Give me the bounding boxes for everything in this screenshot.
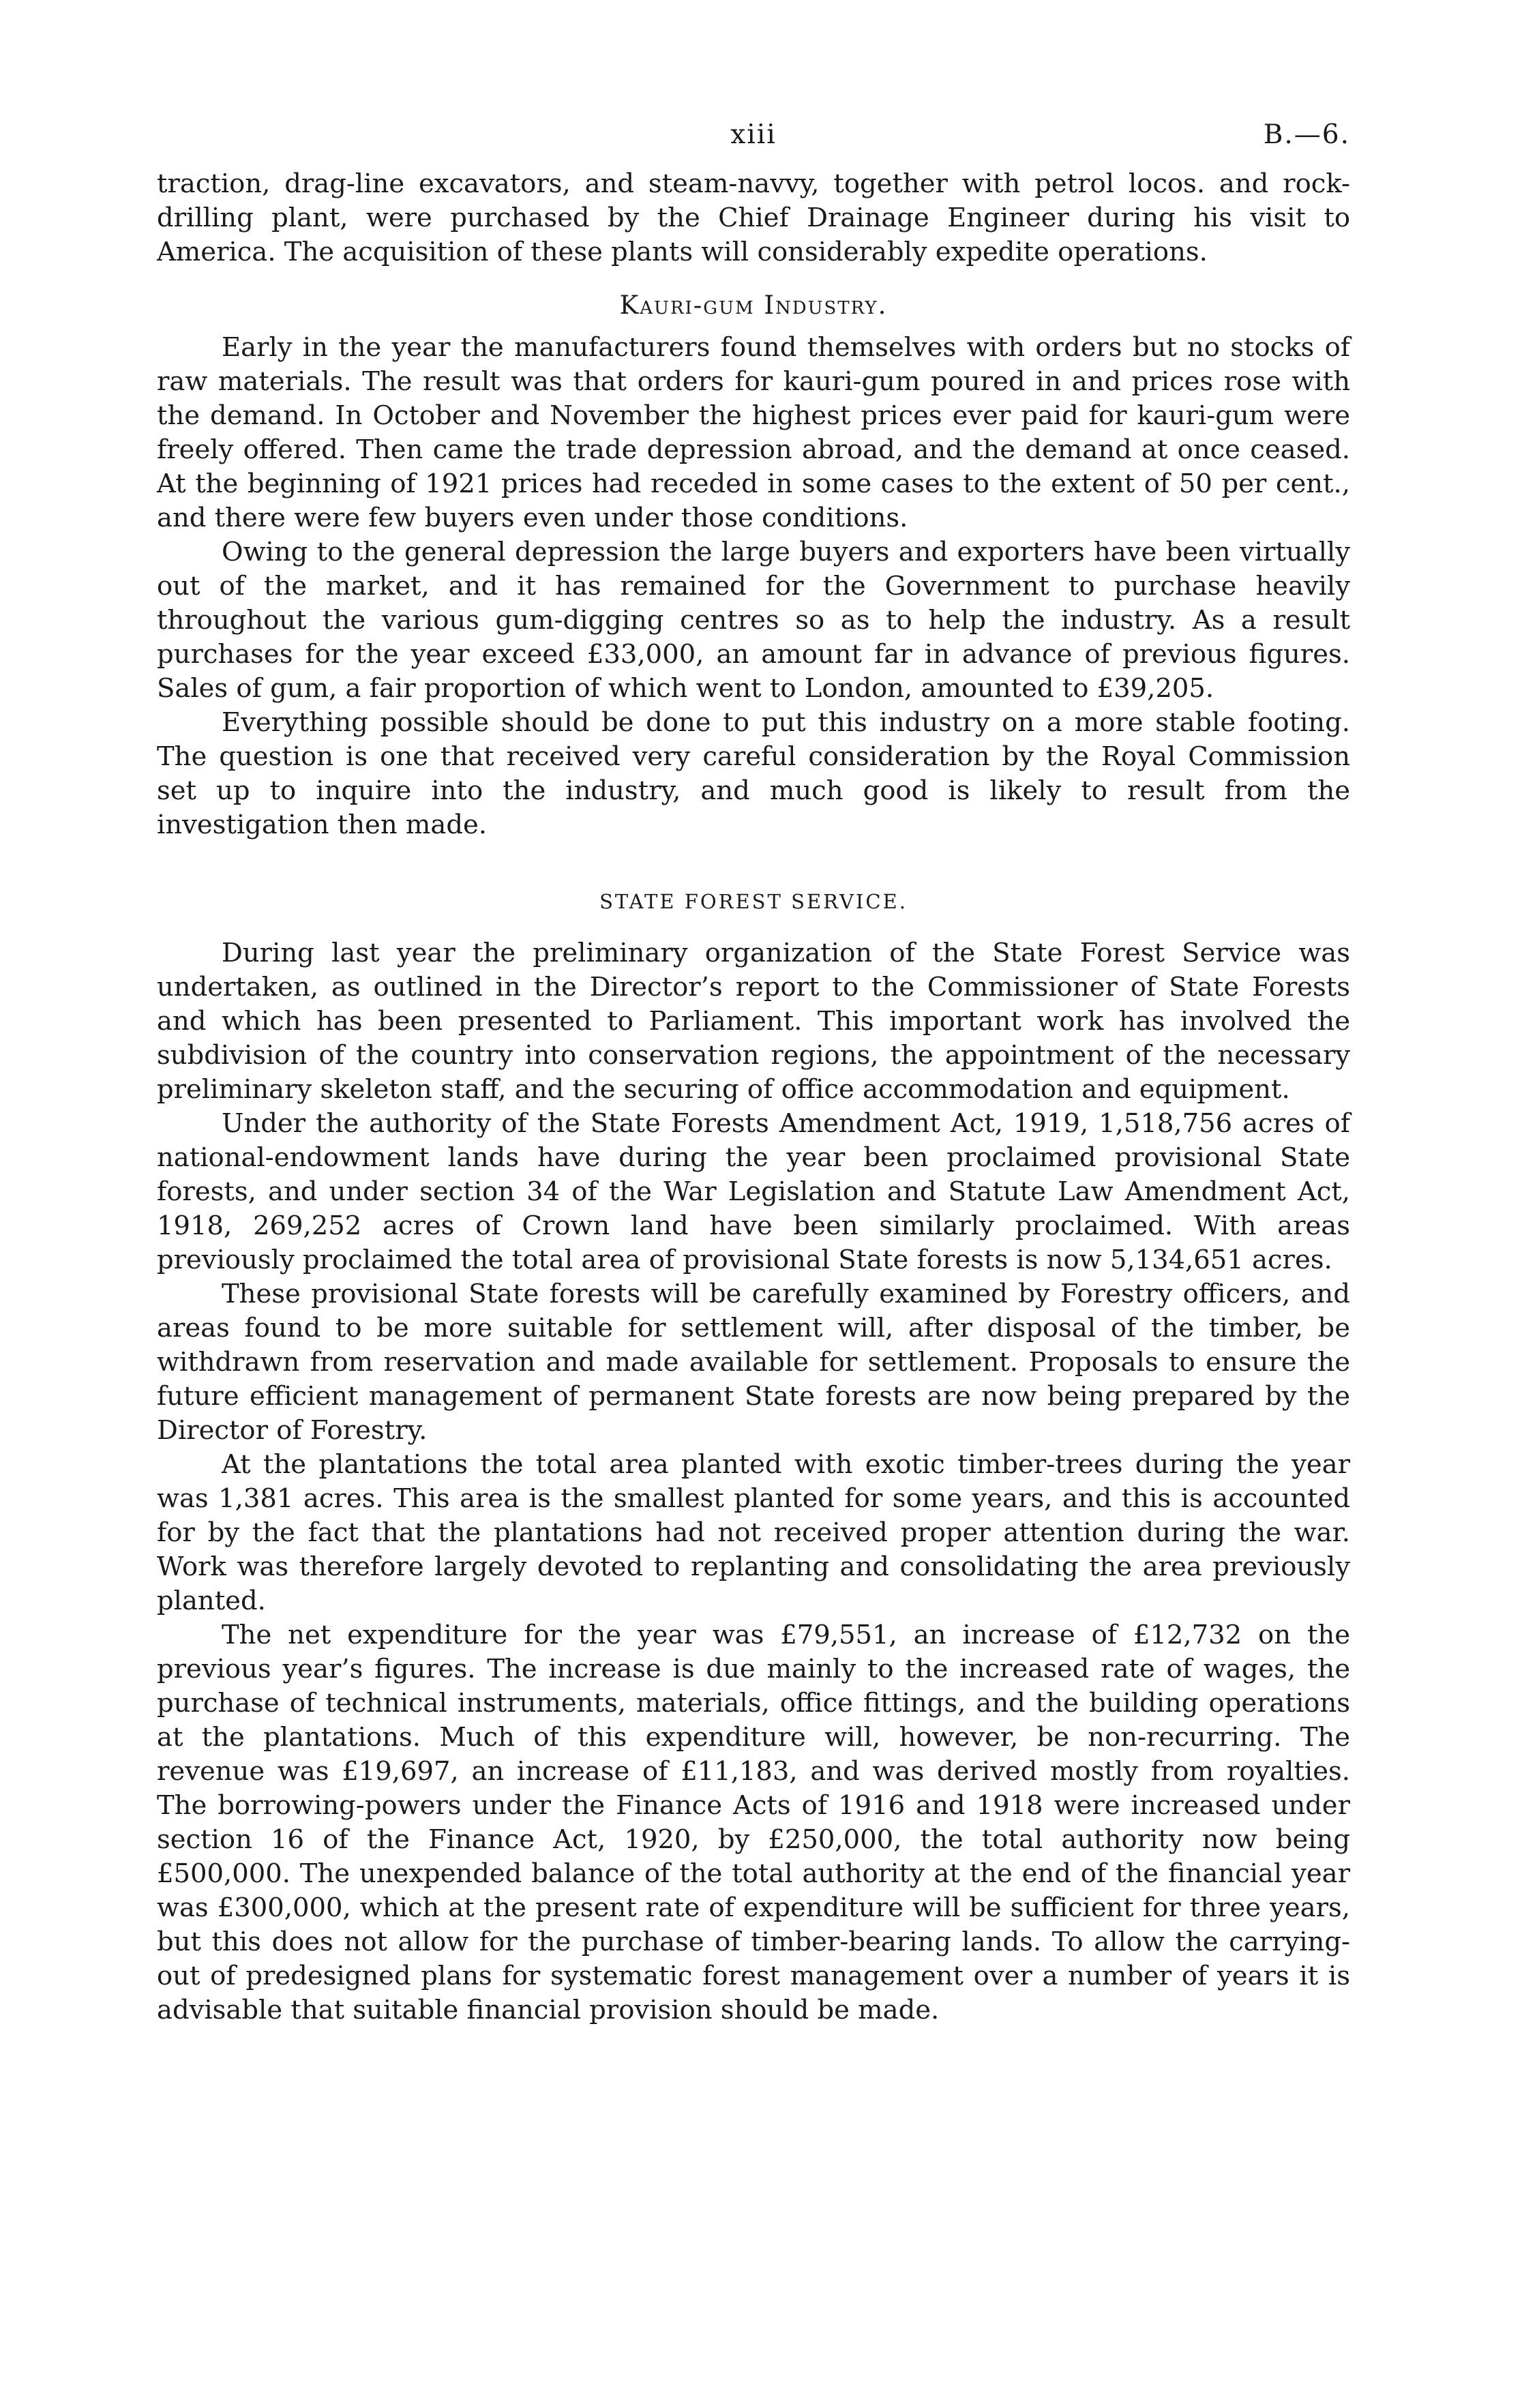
- paragraph: Early in the year the manufacturers found themselves with orders but no stocks of raw materials. The result was that orders for kauri-gum poured in and prices rose with the demand. In October and November the highest prices ever paid for kauri-gum were freely offered. Then came the trade depression abroad, and the demand at once ceased. At the beginning of 1921 prices had receded in some cases to the extent of 50 per cent., and there were few buyers even under those conditions.: [157, 332, 1350, 533]
- section-heading: Kauri-gum Industry.: [619, 291, 888, 320]
- page-number: xiii: [730, 119, 777, 150]
- paragraph: The net expenditure for the year was £79,551, an increase of £12,732 on the previous year’s figures. The increase is due mainly to the increased rate of wages, the purchase of technical instruments, materials, office fittings, and the building operations at the plantations. Much of this expenditure will, however, be non-recurring. The revenue was £19,697, an increase of £11,183, and was derived mostly from royalties. The borrowing-powers under the Finance Acts of 1916 and 1918 were increased under section 16 of the Finance Act, 1920, by £250,000, the total authority now being £500,000. The unexpended balance of the total authority at the end of the financial year was £300,000, which at the present rate of expenditure will be sufficient for three years, but this does not allow for the purchase of timber-bearing lands. To allow the carrying-out of predesigned plans for systematic forest management over a number of years it is advisable that suitable financial provision should be made.: [157, 1620, 1350, 2025]
- paragraph: Owing to the general depression the large buyers and exporters have been virtually out of the market, and it has remained for the Government to purchase heavily throughout the various gum-digging centres so as to help the industry. As a result purchases for the year exceed £33,000, an amount far in advance of previous figures. Sales of gum, a fair proportion of which went to London, amounted to £39,205.: [157, 537, 1350, 704]
- paragraph: These provisional State forests will be carefully examined by Forestry officers, and areas found to be more suitable for settlement will, after disposal of the timber, be withdrawn from reservation and made available for settlement. Proposals to ensure the future efficient management of permanent State forests are now being prepared by the Director of Forestry.: [157, 1279, 1350, 1446]
- document-code: B.—6.: [1263, 119, 1350, 150]
- page-header: [157, 119, 1350, 167]
- section-drainage-continuation: [157, 167, 1350, 269]
- paragraph: Everything possible should be done to put this industry on a more stable footing. The question is one that received very careful consideration by the Royal Commission set up to inquire into the industry, and much good is likely to result from the investigation then made.: [157, 707, 1350, 840]
- paragraph: Under the authority of the State Forests Amendment Act, 1919, 1,518,756 acres of national-endowment lands have during the year been proclaimed provisional State forests, and under section 34 of the War Legislation and Statute Law Amendment Act, 1918, 269,252 acres of Crown land have been similarly proclaimed. With areas previously proclaimed the total area of provisional State forests is now 5,134,651 acres.: [157, 1108, 1350, 1275]
- document-page: [157, 119, 1350, 2027]
- section-state-forest-service: [157, 885, 1350, 2027]
- paragraph: At the plantations the total area planted with exotic timber-trees during the year was 1,381 acres. This area is the smallest planted for some years, and this is accounted for by the fact that the plantations had not received proper attention during the war. Work was therefore largely devoted to replanting and consolidating the area previously planted.: [157, 1449, 1350, 1616]
- paragraph: traction, drag-line excavators, and steam-navvy, together with petrol locos. and rock-drilling plant, were purchased by the Chief Drainage Engineer during his visit to America. The acquisition of these plants will considerably expedite operations.: [157, 168, 1350, 267]
- paragraph: During last year the preliminary organization of the State Forest Service was undertaken, as outlined in the Director’s report to the Commissioner of State Forests and which has been presented to Parliament. This important work has involved the subdivision of the country into conservation regions, the appointment of the necessary preliminary skeleton staff, and the securing of office accommodation and equipment.: [157, 938, 1350, 1105]
- section-heading: STATE FOREST SERVICE.: [599, 890, 908, 913]
- section-kauri-gum-industry: [157, 288, 1350, 842]
